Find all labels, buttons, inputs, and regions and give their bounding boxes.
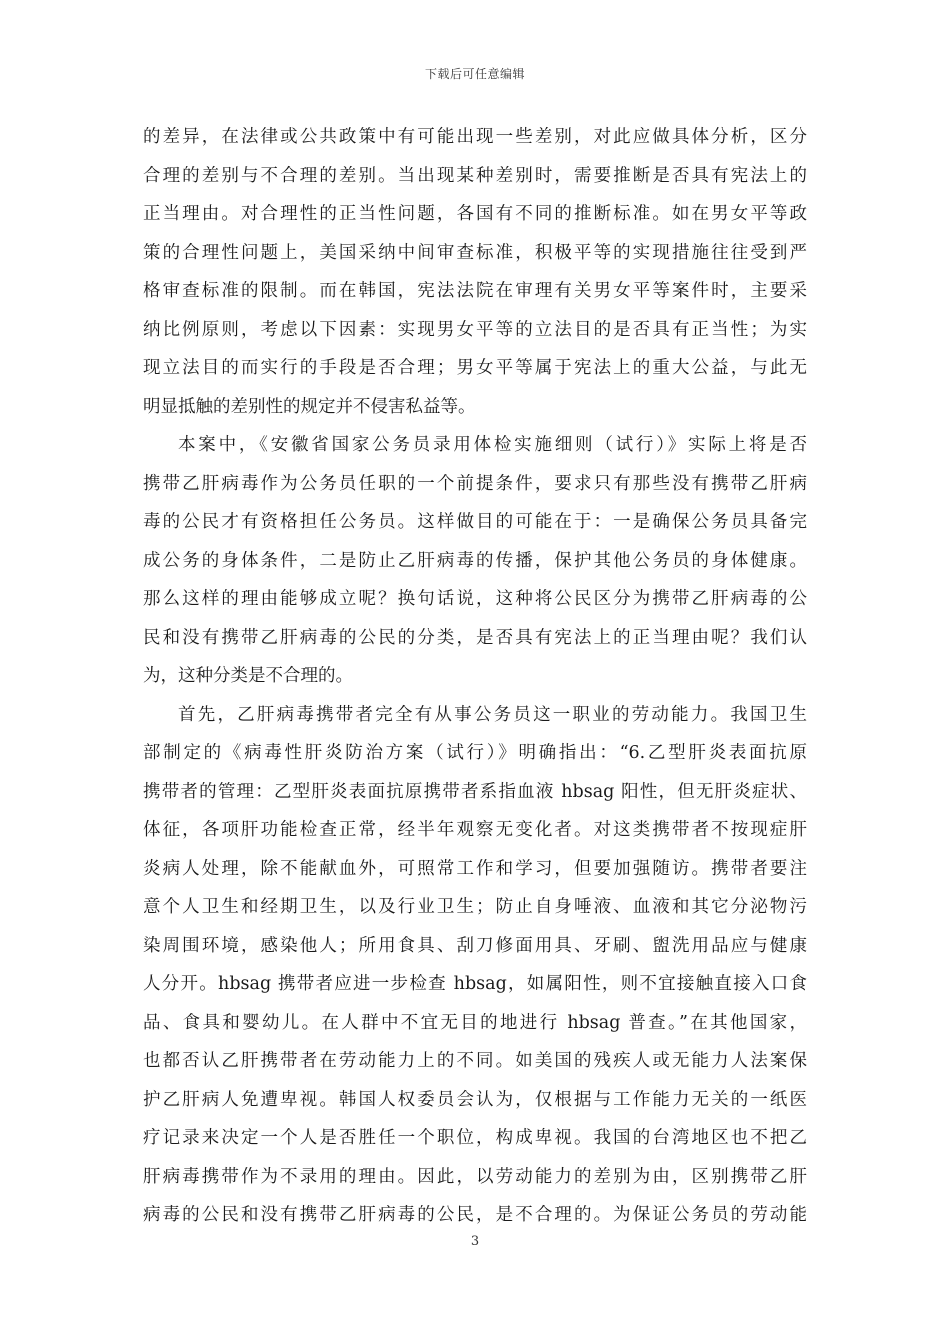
text-line: 肝病毒携带作为不录用的理由。因此，以劳动能力的差别为由，区别携带乙肝 — [143, 1166, 807, 1187]
text-line: 本案中，《安徽省国家公务员录用体检实施细则（试行）》实际上将是否 — [178, 435, 807, 455]
text-line: 意个人卫生和经期卫生，以及行业卫生；防止自身唾液、血液和其它分泌物污 — [143, 897, 807, 917]
text-line: 那么这样的理由能够成立呢？换句话说，这种将公民区分为携带乙肝病毒的公 — [143, 589, 807, 609]
text-line: 人分开。hbsag 携带者应进一步检查 hbsag，如属阳性，则不宜接触直接入口食 — [143, 974, 807, 994]
text-line: 携带乙肝病毒作为公务员任职的一个前提条件，要求只有那些没有携带乙肝病 — [143, 473, 807, 494]
document-body — [143, 118, 807, 1235]
text-line: 首先，乙肝病毒携带者完全有从事公务员这一职业的劳动能力。我国卫生 — [178, 704, 807, 725]
text-line: 疗记录来决定一个人是否胜任一个职位，构成卑视。我国的台湾地区也不把乙 — [143, 1128, 807, 1148]
text-line: 明显抵触的差别性的规定并不侵害私益等。 — [143, 396, 476, 417]
text-line: 的差异，在法律或公共政策中有可能出现一些差别，对此应做具体分析，区分 — [143, 127, 807, 147]
text-line: 毒的公民才有资格担任公务员。这样做目的可能在于：一是确保公务员具备完 — [143, 512, 807, 532]
text-line: 携带者的管理：乙型肝炎表面抗原携带者系指血液 hbsag 阳性，但无肝炎症状、 — [143, 781, 807, 802]
text-line: 成公务的身体条件，二是防止乙肝病毒的传播，保护其他公务员的身体健康。 — [143, 550, 807, 571]
text-line: 民和没有携带乙肝病毒的公民的分类，是否具有宪法上的正当理由呢？我们认 — [143, 627, 807, 648]
text-line: 病毒的公民和没有携带乙肝病毒的公民，是不合理的。为保证公务员的劳动能 — [143, 1205, 807, 1225]
text-line: 部制定的《病毒性肝炎防治方案（试行）》明确指出：“6.乙型肝炎表面抗原 — [143, 743, 807, 763]
text-line: 现立法目的而实行的手段是否合理；男女平等属于宪法上的重大公益，与此无 — [143, 358, 807, 378]
text-line: 护乙肝病人免遭卑视。韩国人权委员会认为，仅根据与工作能力无关的一纸医 — [143, 1089, 807, 1110]
paragraph — [143, 426, 807, 696]
text-line: 合理的差别与不合理的差别。当出现某种差别时，需要推断是否具有宪法上的 — [143, 165, 807, 186]
paragraph — [143, 696, 807, 1235]
page-header: 下载后可任意编辑 — [424, 67, 525, 81]
text-line: 格审查标准的限制。而在韩国，宪法法院在审理有关男女平等案件时，主要采 — [143, 281, 807, 301]
text-line: 炎病人处理，除不能献血外，可照常工作和学习，但要加强随访。携带者要注 — [143, 858, 807, 879]
text-line: 为，这种分类是不合理的。 — [143, 666, 353, 686]
text-line: 染周围环境，感染他人；所用食具、刮刀修面用具、牙刷、盥洗用品应与健康 — [143, 935, 807, 956]
text-line: 正当理由。对合理性的正当性问题，各国有不同的推断标准。如在男女平等政 — [143, 204, 807, 224]
text-line: 品、食具和婴幼儿。在人群中不宜无目的地进行 hbsag 普查。”在其他国家， — [143, 1012, 807, 1033]
page-number: 3 — [470, 1234, 480, 1249]
text-line: 也都否认乙肝携带者在劳动能力上的不同。如美国的残疾人或无能力人法案保 — [143, 1051, 807, 1071]
text-line: 体征，各项肝功能检查正常，经半年观察无变化者。对这类携带者不按现症肝 — [143, 820, 807, 840]
text-line: 纳比例原则，考虑以下因素：实现男女平等的立法目的是否具有正当性；为实 — [143, 319, 807, 340]
text-line: 策的合理性问题上，美国采纳中间审查标准，积极平等的实现措施往往受到严 — [143, 242, 807, 263]
paragraph — [143, 118, 807, 426]
